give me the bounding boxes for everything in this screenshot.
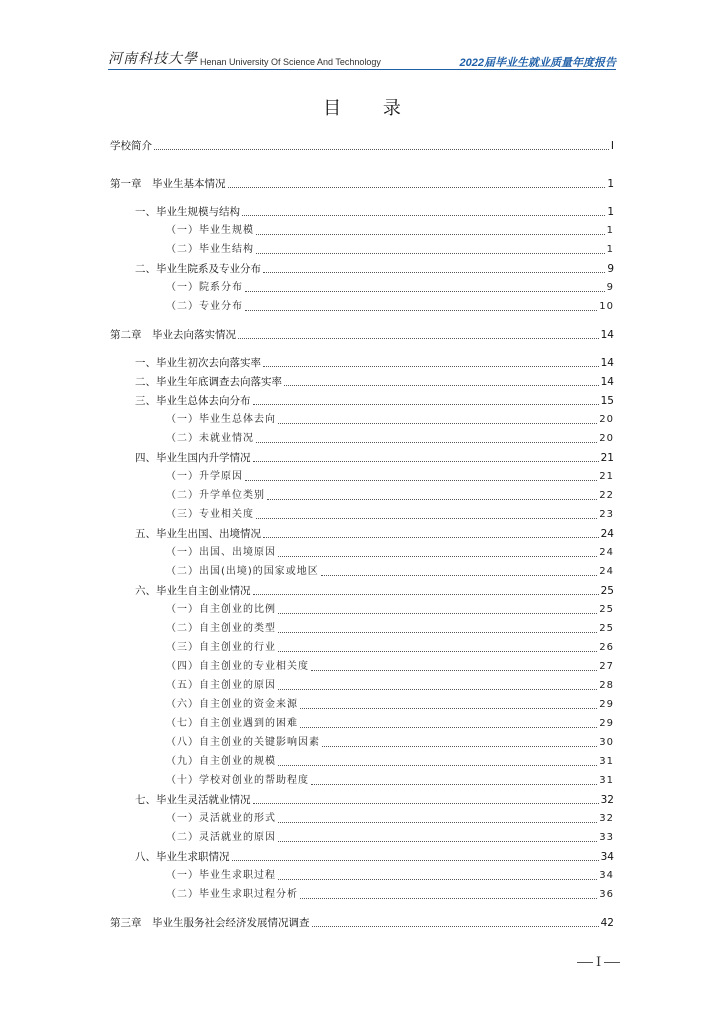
toc-dot-leader [278,689,597,690]
toc-dot-leader [253,461,599,462]
toc-entry[interactable] [110,850,614,864]
toc-entry-label: 第三章 毕业生服务社会经济发展情况调查 [110,917,310,929]
toc-entry-label: （二）自主创业的类型 [166,623,276,634]
toc-entry-page: 32 [600,794,614,806]
toc-dot-leader [278,632,597,633]
toc-dot-leader [242,215,605,216]
toc-entry[interactable] [110,139,614,153]
toc-dot-leader [253,803,599,804]
toc-entry-label: （一）毕业生总体去向 [166,414,276,425]
toc-entry-page: 31 [599,775,614,786]
toc-entry-label: 一、毕业生初次去向落实率 [135,357,261,369]
toc-entry-label: 三、毕业生总体去向分布 [135,395,251,407]
toc-entry-page: 25 [600,585,614,597]
toc-dot-leader [245,310,597,311]
toc-entry[interactable] [110,660,614,674]
toc-entry-label: （一）自主创业的比例 [166,604,276,615]
report-title: 2022届毕业生就业质量年度报告 [459,57,616,69]
toc-entry-label: （五）自主创业的原因 [166,680,276,691]
toc-entry-label: （一）毕业生规模 [166,225,254,236]
page-header [108,46,616,72]
footer-dash-left [577,962,593,963]
toc-entry[interactable] [110,736,614,750]
toc-entry[interactable] [110,470,614,484]
toc-entry-label: 六、毕业生自主创业情况 [135,585,251,597]
toc-dot-leader [245,480,597,481]
university-logo-cn: 河南科技大學 [108,51,198,67]
toc-dot-leader [300,708,597,709]
toc-entry[interactable] [110,243,614,257]
toc-entry[interactable] [110,546,614,560]
toc-dot-leader [278,879,597,880]
toc-entry[interactable] [110,679,614,693]
toc-entry-page: 1 [606,225,614,236]
toc-entry[interactable] [110,356,614,370]
toc-dot-leader [278,423,597,424]
toc-entry[interactable] [110,328,614,342]
toc-entry-page: 30 [599,737,614,748]
toc-entry-label: （八）自主创业的关键影响因素 [166,737,320,748]
header-divider [108,69,616,70]
toc-dot-leader [253,594,599,595]
toc-entry-page: 23 [599,509,614,520]
toc-entry-page: 26 [599,642,614,653]
toc-entry[interactable] [110,508,614,522]
toc-dot-leader [253,404,599,405]
toc-entry-page: 33 [599,832,614,843]
toc-entry[interactable] [110,300,614,314]
toc-entry[interactable] [110,755,614,769]
toc-entry-label: （二）出国(出境)的国家或地区 [166,566,319,577]
toc-entry-page: 36 [599,889,614,900]
toc-entry[interactable] [110,413,614,427]
toc-entry[interactable] [110,394,614,408]
toc-entry[interactable] [110,793,614,807]
toc-dot-leader [300,727,597,728]
toc-entry[interactable] [110,812,614,826]
toc-entry-label: 第二章 毕业去向落实情况 [110,329,236,341]
toc-entry[interactable] [110,869,614,883]
toc-entry[interactable] [110,888,614,902]
toc-entry[interactable] [110,224,614,238]
toc-entry-page: 24 [599,566,614,577]
toc-entry[interactable] [110,432,614,446]
toc-entry-page: 22 [599,490,614,501]
toc-entry-label: 七、毕业生灵活就业情况 [135,794,251,806]
toc-entry-label: （二）专业分布 [166,301,243,312]
toc-dot-leader [322,746,597,747]
toc-entry-page: 25 [599,623,614,634]
toc-entry-label: （二）未就业情况 [166,433,254,444]
toc-entry[interactable] [110,451,614,465]
toc-entry-page: 10 [599,301,614,312]
toc-dot-leader [300,898,597,899]
toc-entry-page: 27 [599,661,614,672]
toc-entry-label: 学校简介 [110,140,152,152]
toc-entry[interactable] [110,527,614,541]
toc-entry-label: （七）自主创业遇到的困难 [166,718,298,729]
footer-dash-right [604,962,620,963]
toc-dot-leader [263,537,599,538]
toc-dot-leader [263,366,599,367]
toc-entry-label: （一）出国、出境原因 [166,547,276,558]
toc-entry[interactable] [110,281,614,295]
toc-entry[interactable] [110,698,614,712]
toc-entry-page: 21 [599,471,614,482]
toc-dot-leader [278,613,597,614]
toc-entry[interactable] [110,177,614,191]
toc-dot-leader [278,651,597,652]
toc-entry-page: 32 [599,813,614,824]
toc-dot-leader [238,338,599,339]
toc-entry-page: 20 [599,414,614,425]
toc-entry[interactable] [110,916,614,930]
toc-entry-label: （十）学校对创业的帮助程度 [166,775,309,786]
toc-entry-label: 四、毕业生国内升学情况 [135,452,251,464]
toc-entry-page: 1 [607,178,614,190]
toc-entry[interactable] [110,584,614,598]
toc-entry-label: （九）自主创业的规模 [166,756,276,767]
toc-entry-label: （六）自主创业的资金来源 [166,699,298,710]
toc-entry[interactable] [110,717,614,731]
toc-dot-leader [256,234,605,235]
toc-dot-leader [284,385,599,386]
toc-entry-page: 14 [600,329,614,341]
toc-entry[interactable] [110,641,614,655]
toc-entry-page: I [610,140,614,152]
toc-dot-leader [312,926,599,927]
toc-entry[interactable] [110,622,614,636]
toc-title: 目 录 [323,98,419,119]
toc-dot-leader [267,499,597,500]
toc-dot-leader [321,575,597,576]
toc-entry[interactable] [110,831,614,845]
toc-entry-page: 42 [600,917,614,929]
university-name-en: Henan University Of Science And Technology [200,57,381,67]
toc-dot-leader [228,187,606,188]
toc-entry-page: 21 [600,452,614,464]
toc-dot-leader [278,841,597,842]
toc-dot-leader [263,272,605,273]
toc-entry-page: 34 [600,851,614,863]
toc-entry[interactable] [110,774,614,788]
toc-entry-label: 一、毕业生规模与结构 [135,206,240,218]
toc-entry-page: 29 [599,718,614,729]
toc-dot-leader [278,822,597,823]
toc-dot-leader [311,784,597,785]
toc-entry-page: 1 [606,244,614,255]
toc-entry-label: 八、毕业生求职情况 [135,851,230,863]
toc-entry-page: 1 [607,206,614,218]
toc-dot-leader [256,253,605,254]
toc-entry-label: （二）升学单位类别 [166,490,265,501]
toc-entry-page: 14 [600,376,614,388]
toc-entry-page: 24 [600,528,614,540]
toc-entry[interactable] [110,603,614,617]
toc-entry[interactable] [110,375,614,389]
toc-dot-leader [278,765,597,766]
toc-entry-page: 31 [599,756,614,767]
toc-entry-label: （一）灵活就业的形式 [166,813,276,824]
toc-entry-label: （二）毕业生结构 [166,244,254,255]
toc-entry-label: 五、毕业生出国、出境情况 [135,528,261,540]
toc-entry-label: （一）升学原因 [166,471,243,482]
toc-entry-page: 14 [600,357,614,369]
toc-entry-page: 28 [599,680,614,691]
toc-entry-label: 二、毕业生院系及专业分布 [135,263,261,275]
toc-dot-leader [232,860,599,861]
toc-entry-page: 9 [607,263,614,275]
toc-entry-page: 24 [599,547,614,558]
toc-entry-page: 29 [599,699,614,710]
toc-entry-label: （一）院系分布 [166,282,243,293]
toc-entry-page: 20 [599,433,614,444]
toc-entry-label: （二）毕业生求职过程分析 [166,889,298,900]
toc-entry[interactable] [110,205,614,219]
toc-entry-label: （四）自主创业的专业相关度 [166,661,309,672]
toc-dot-leader [278,556,597,557]
toc-entry[interactable] [110,262,614,276]
toc-entry[interactable] [110,489,614,503]
toc-entry-label: （三）自主创业的行业 [166,642,276,653]
toc-dot-leader [154,149,609,150]
toc-entry-page: 15 [600,395,614,407]
toc-entry-page: 34 [599,870,614,881]
toc-dot-leader [245,291,605,292]
toc-entry-page: 9 [606,282,614,293]
toc-dot-leader [256,518,597,519]
footer-page-number: I [596,955,602,970]
toc-dot-leader [311,670,597,671]
toc-entry-label: （二）灵活就业的原因 [166,832,276,843]
toc-entry-label: 第一章 毕业生基本情况 [110,178,226,190]
page-footer [574,955,623,970]
toc-dot-leader [256,442,597,443]
toc-entry-label: （一）毕业生求职过程 [166,870,276,881]
toc-entry[interactable] [110,565,614,579]
toc-entry-page: 25 [599,604,614,615]
toc-entry-label: 二、毕业生年底调查去向落实率 [135,376,282,388]
toc-entry-label: （三）专业相关度 [166,509,254,520]
